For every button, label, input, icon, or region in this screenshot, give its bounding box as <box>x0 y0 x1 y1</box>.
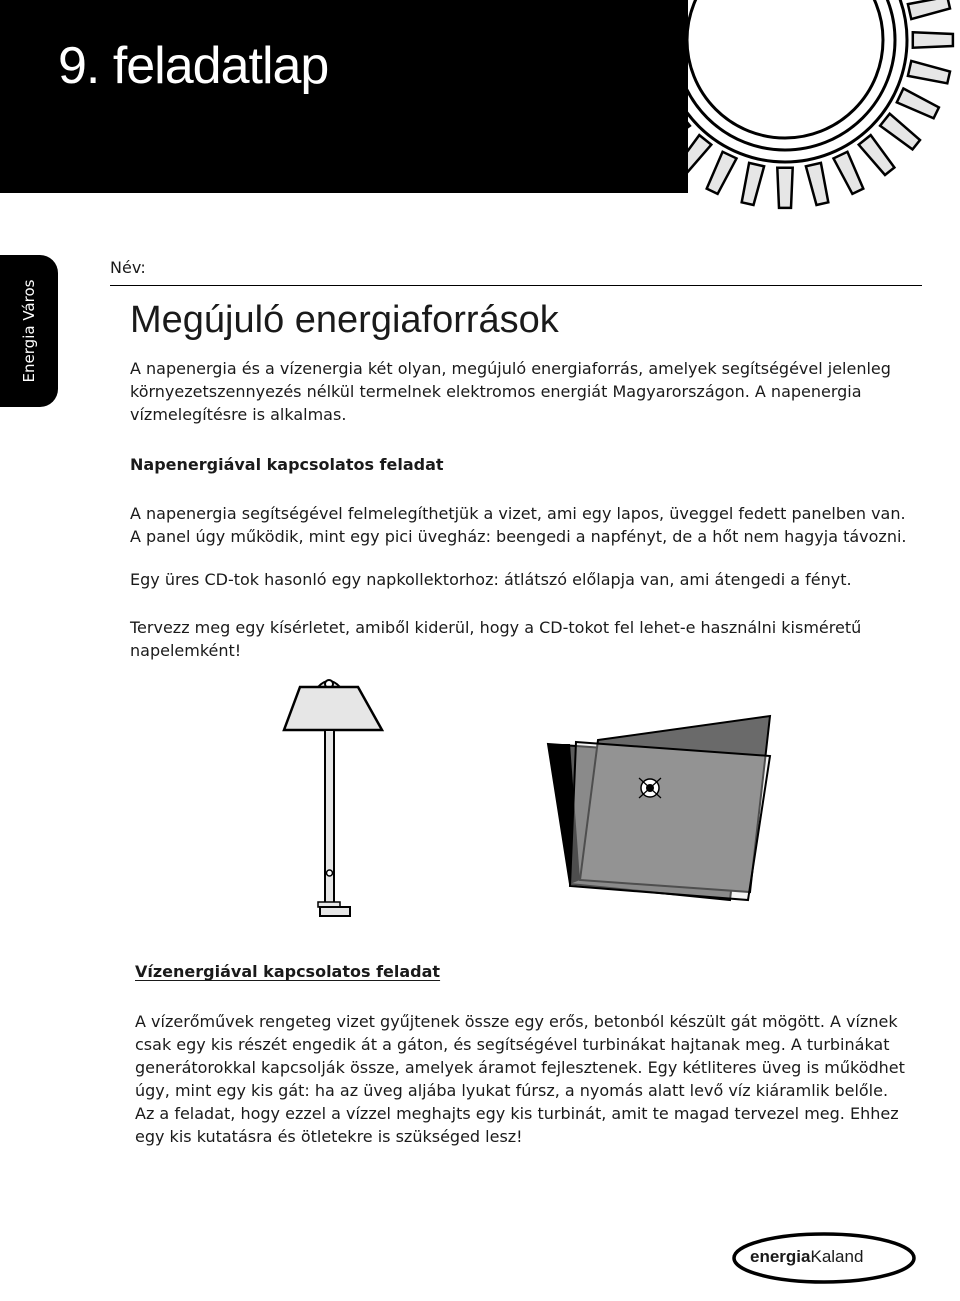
page-title: Megújuló energiaforrások <box>130 299 559 341</box>
sun-ray <box>707 152 737 194</box>
name-field-line[interactable] <box>110 285 922 286</box>
sun-ray <box>806 163 828 205</box>
sun-ray <box>897 89 939 119</box>
sun-ray <box>913 32 953 47</box>
cd-case-illustration <box>540 700 780 905</box>
logo-word-2: Kaland <box>810 1247 864 1266</box>
intro-paragraph: A napenergia és a vízenergia két olyan, megújuló energiaforrás, amelyek segítségével jelenleg környezetszennyezés nélkül termelnek elektromos energiát Magyarországon. A napenergia vízmelegítésre is alkalmas. <box>130 359 891 424</box>
sheet-title: 9. feladatlap <box>58 37 329 95</box>
name-label: Név: <box>110 258 146 277</box>
sun-ray <box>777 168 792 208</box>
solar-task-paragraph: Egy üres CD-tok hasonló egy napkollektorhoz: átlátszó előlapja van, ami átengedi a fényt. <box>130 570 852 589</box>
sun-ray <box>688 135 711 175</box>
side-tab-label: Energia Város <box>20 279 38 383</box>
sun-ray <box>688 114 690 150</box>
sun-ray <box>880 114 920 150</box>
lamp-illustration <box>282 675 384 920</box>
sun-ray <box>908 0 950 19</box>
sun-ray <box>859 135 895 175</box>
sun-ray <box>834 152 864 194</box>
solar-task-heading: Napenergiával kapcsolatos feladat <box>130 455 444 474</box>
side-tab <box>0 255 58 407</box>
header-band <box>0 0 688 193</box>
sun-icon <box>688 0 960 240</box>
solar-task-paragraph: Tervezz meg egy kísérletet, amiből kiderül, hogy a CD-tokot fel lehet-e használni kisméretű napelemként! <box>130 618 862 660</box>
brand-logo <box>732 1228 917 1288</box>
logo-wordmark <box>750 1247 863 1267</box>
logo-word-1: energia <box>750 1247 811 1266</box>
water-task-paragraph: A vízerőművek rengeteg vizet gyűjtenek össze egy erős, betonból készült gát mögött. A víznek csak egy kis részét engedik át a gáton, és segítségével turbinákat hajtanak meg. A turbinákat generátorokkal kapcsolják össze, amelyek áramot fejlesztenek. Egy kétliteres üveg is működhet úgy, mint egy kis gát: ha az üveg aljába lyukat fúrsz, a nyomás alatt levő víz kiáramlik belőle. Az a feladat, hogy ezzel a vízzel meghajts egy kis turbinát, amit te magad tervezel meg. Ehhez egy kis kutatásra és ötletekre is szükséged lesz! <box>135 1012 905 1146</box>
solar-task-paragraph: A napenergia segítségével felmelegíthetjük a vizet, ami egy lapos, üveggel fedett panelben van. A panel úgy működik, mint egy pici üvegház: beengedi a napfényt, de a hőt nem hagyja távozni. <box>130 504 907 546</box>
sun-ray <box>908 61 950 83</box>
sun-ray <box>742 163 764 205</box>
water-task-heading: Vízenergiával kapcsolatos feladat <box>135 962 441 981</box>
